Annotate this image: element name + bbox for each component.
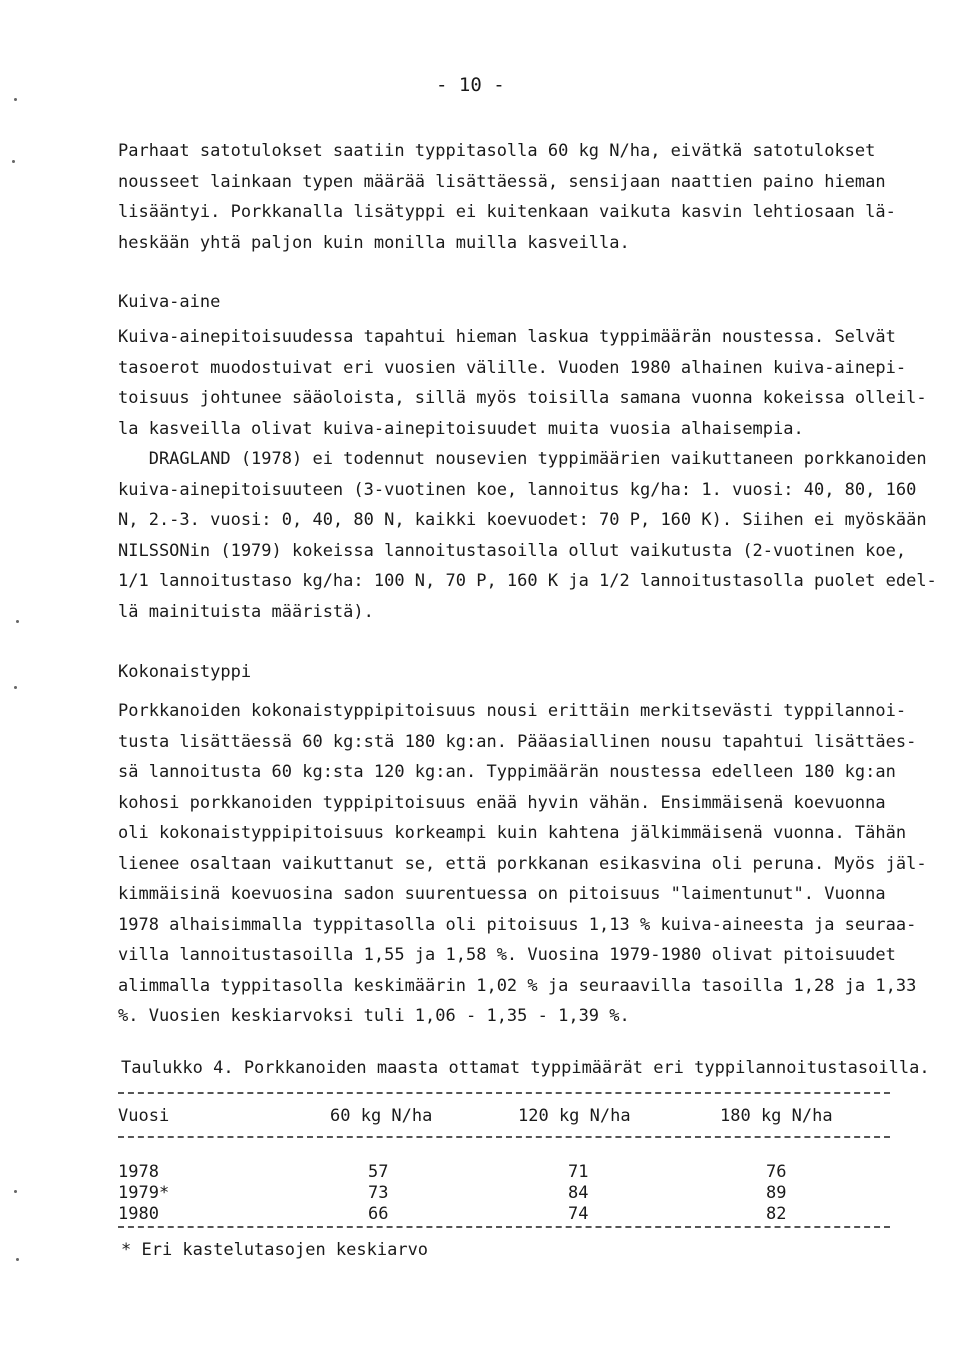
- text-line: alimmalla typpitasolla keskimäärin 1,02 % ja seuraavilla tasoilla 1,28 ja 1,33: [118, 975, 917, 996]
- table-footnote: * Eri kastelutasojen keskiarvo: [121, 1240, 429, 1260]
- table-cell-year: 1980: [118, 1204, 159, 1224]
- table-cell-year: 1978: [118, 1162, 159, 1182]
- text-line: N, 2.-3. vuosi: 0, 40, 80 N, kaikki koevuodet: 70 P, 160 K). Siihen ei myöskään: [118, 510, 927, 530]
- text-line: nousseet lainkaan typen määrää lisättäessä, sensijaan naattien paino hieman: [118, 171, 886, 192]
- table-cell: 82: [766, 1204, 787, 1224]
- text-line: la kasveilla olivat kuiva-ainepitoisuudet muita vuosia alhaisempia.: [118, 418, 804, 439]
- table-caption: Taulukko 4. Porkkanoiden maasta ottamat typpimäärät eri typpilannoitustasoilla.: [121, 1058, 930, 1078]
- table-cell: 76: [766, 1162, 787, 1182]
- text-line: 1978 alhaisimmalla typpitasolla oli pitoisuus 1,13 % kuiva-aineesta ja seuraa-: [118, 914, 917, 935]
- table-header-cell: 60 kg N/ha: [330, 1106, 433, 1126]
- text-line: toisuus johtunee sääoloista, sillä myös toisilla samana vuonna kokeissa olleil-: [118, 388, 927, 408]
- text-line: 1/1 lannoitustaso kg/ha: 100 N, 70 P, 160 K ja 1/2 lannoitustasolla puolet edel-: [118, 571, 937, 591]
- page-number: - 10 -: [436, 74, 505, 96]
- table-cell: 71: [568, 1162, 589, 1182]
- scan-speck: [14, 1190, 17, 1193]
- text-line: tusta lisättäessä 60 kg:stä 180 kg:an. Pääasiallinen nousu tapahtui lisättäes-: [118, 731, 917, 752]
- table-cell: 73: [368, 1183, 389, 1203]
- text-line: oli kokonaistyppipitoisuus korkeampi kuin kahtena jälkimmäisenä vuonna. Tähän: [118, 823, 907, 843]
- table-cell: 66: [368, 1204, 389, 1224]
- text-line: lienee osaltaan vaikuttanut se, että porkkanan esikasvina oli peruna. Myös jäl-: [118, 853, 927, 874]
- text-line: lä mainituista määristä).: [118, 601, 374, 622]
- text-line: kohosi porkkanoiden typpipitoisuus enää hyvin vähän. Ensimmäisenä koevuonna: [118, 792, 886, 813]
- text-line: Parhaat satotulokset saatiin typpitasolla 60 kg N/ha, eivätkä satotulokset: [118, 141, 876, 161]
- text-line: Kuiva-ainepitoisuudessa tapahtui hieman laskua typpimäärän noustessa. Selvät: [118, 327, 896, 347]
- text-line: lisääntyi. Porkkanalla lisätyppi ei kuitenkaan vaikuta kasvin lehtiosaan lä-: [118, 202, 896, 222]
- table-cell: 84: [568, 1183, 589, 1203]
- table-header-cell: Vuosi: [118, 1106, 170, 1126]
- scan-speck: [16, 620, 19, 623]
- table-header-cell: 180 kg N/ha: [720, 1106, 833, 1126]
- table-header-cell: 120 kg N/ha: [518, 1106, 631, 1126]
- scan-speck: [14, 686, 17, 689]
- text-line: DRAGLAND (1978) ei todennut nousevien typpimäärien vaikuttaneen porkkanoiden: [118, 449, 927, 469]
- section-heading-total-nitrogen: Kokonaistyppi: [118, 662, 252, 682]
- scan-speck: [14, 98, 17, 101]
- section-heading-dry-matter: Kuiva-aine: [118, 292, 221, 312]
- text-line: tasoerot muodostuivat eri vuosien välille. Vuoden 1980 alhainen kuiva-ainepi-: [118, 357, 907, 378]
- intro-paragraph: [118, 136, 908, 258]
- total-nitrogen-paragraph: [118, 696, 927, 1032]
- dry-matter-paragraph: [118, 322, 937, 627]
- table-rule-top: [118, 1092, 890, 1094]
- text-line: NILSSONin (1979) kokeissa lannoitustasoilla ollut vaikutusta (2-vuotinen koe,: [118, 540, 907, 561]
- text-line: Porkkanoiden kokonaistyppipitoisuus nousi erittäin merkitsevästi typpilannoi-: [118, 701, 907, 721]
- text-line: %. Vuosien keskiarvoksi tuli 1,06 - 1,35 - 1,39 %.: [118, 1006, 630, 1026]
- table-rule-mid: [118, 1136, 890, 1138]
- table-cell: 57: [368, 1162, 389, 1182]
- text-line: sä lannoitusta 60 kg:sta 120 kg:an. Typpimäärän noustessa edelleen 180 kg:an: [118, 762, 896, 782]
- table-cell: 89: [766, 1183, 787, 1203]
- table-rule-bottom: [118, 1226, 890, 1228]
- text-line: kimmäisinä koevuosina sadon suurentuessa on pitoisuus "laimentunut". Vuonna: [118, 884, 886, 904]
- scan-speck: [16, 1258, 19, 1261]
- text-line: kuiva-ainepitoisuuteen (3-vuotinen koe, lannoitus kg/ha: 1. vuosi: 40, 80, 160: [118, 479, 917, 500]
- text-line: heskään yhtä paljon kuin monilla muilla kasveilla.: [118, 232, 630, 253]
- text-line: villa lannoitustasoilla 1,55 ja 1,58 %. Vuosina 1979-1980 olivat pitoisuudet: [118, 945, 896, 965]
- table-cell-year: 1979*: [118, 1183, 170, 1203]
- scan-speck: [12, 160, 15, 163]
- table-cell: 74: [568, 1204, 589, 1224]
